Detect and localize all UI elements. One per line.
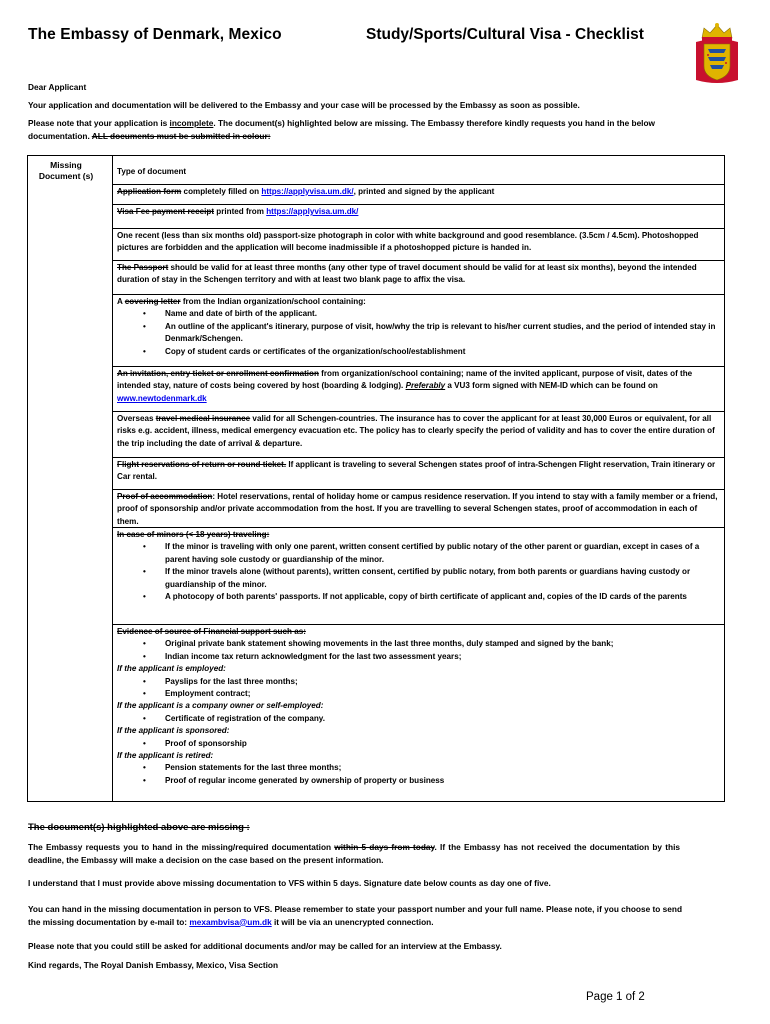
- applyvisa-link-2[interactable]: https://applyvisa.um.dk/: [266, 207, 359, 216]
- closing-paragraph-2: I understand that I must provide above missing documentation to VFS within 5 days. Signature date below counts as day one of five.: [28, 878, 551, 888]
- list-item: • Payslips for the last three months;: [117, 676, 719, 688]
- intro-line-1: Your application and documentation will be delivered to the Embassy and your case will be processed by the Embassy as soon as possible.: [28, 100, 580, 110]
- list-item: • Original private bank statement showing movements in the last three months, duly stamped and signed by the bank;: [117, 638, 719, 650]
- list-item: • Copy of student cards or certificates of the organization/school/establishment: [117, 346, 719, 358]
- intro-line-2: Please note that your application is incomplete. The document(s) highlighted below are missing. The Embassy therefore kindly requests you hand in the below documentation. ALL documents must be submitted in colour:: [28, 118, 656, 141]
- list-item: • Employment contract;: [117, 688, 719, 700]
- row-invitation: An invitation, entry ticket or enrollment confirmation from organization/school containing; name of the invited applicant, purpose of visit, dates of the intended stay, nature of costs being covered by host (boarding & lodging). Preferably a VU3 form signed with NEM-ID which can be found on www.newtodenmark.dk: [113, 366, 724, 411]
- list-item: • A photocopy of both parents' passports. If not applicable, copy of birth certificate of applicant and, copies of the ID cards of the parents: [117, 591, 719, 603]
- newtodenmark-link[interactable]: www.newtodenmark.dk: [117, 393, 207, 403]
- row-visa-fee: Visa Fee payment receipt printed from https://applyvisa.um.dk/: [113, 204, 724, 228]
- list-item: • If the minor travels alone (without parents), written consent, certified by public notary, from both parents or guardians having custody or guardianship of the minor.: [117, 566, 719, 591]
- type-of-document-header: Type of document: [117, 167, 187, 176]
- condition-employed: If the applicant is employed:: [117, 664, 226, 674]
- covering-letter-list: [117, 308, 719, 358]
- row-covering-letter: A covering letter from the Indian organization/school containing: • Name and date of birth of the applicant. • An outline of the applicant's itinerary, purpose of visit, how/why the trip is relevant to his/her current studies, and the period of intended stay in Denmark/Schengen. • Copy of student cards or certificates of the organization/school/establishment: [113, 294, 724, 366]
- row-financial-support: Evidence of source of Financial support such as: • Original private bank statement showing movements in the last three months, duly stamped and signed by the bank; • Indian income tax return acknowledgment for the last two assessment years; If the applicant is employed: • Payslips for the last three months; • Employment contract; If the applicant is a company owner or self-employed: • Certificate of registration of the company. If the applicant is sponsored: • Proof of sponsorship If the applicant is retired: • Pension statements for the last three months; • Proof of regular income generated by ownership of property or business: [113, 624, 724, 803]
- list-item: • Certificate of registration of the company.: [117, 713, 719, 725]
- minors-list: [117, 541, 719, 603]
- list-item: • Proof of sponsorship: [117, 738, 719, 750]
- document-checklist-table: [27, 155, 725, 802]
- row-flight: Flight reservations of return or round ticket. If applicant is traveling to several Schengen states proof of intra-Schengen Flight reservation, Train itinerary or Car rental.: [113, 457, 724, 489]
- missing-documents-title: The document(s) highlighted above are missing :: [28, 822, 250, 833]
- applyvisa-link[interactable]: https://applyvisa.um.dk/: [261, 187, 354, 196]
- financial-list: [117, 638, 719, 663]
- condition-retired: If the applicant is retired:: [117, 751, 214, 761]
- condition-sponsored: If the applicant is sponsored:: [117, 726, 230, 736]
- list-item: • If the minor is traveling with only one parent, written consent certified by public notary of the other parent or guardian, except in cases of a parent having sole custody or guardianship of the minor.: [117, 541, 719, 566]
- closing-paragraph-4: Please note that you could still be asked for additional documents and/or may be called for an interview at the Embassy.: [28, 941, 502, 951]
- condition-company-owner: If the applicant is a company owner or self-employed:: [117, 701, 324, 711]
- missing-document-header: Missing Document (s): [38, 160, 94, 181]
- closing-paragraph-1: The Embassy requests you to hand in the missing/required documentation within 5 days from today. If the Embassy has not received the documentation by this deadline, the Embassy will make a decision on the case based on the present information.: [28, 842, 680, 865]
- salutation: Dear Applicant: [28, 82, 87, 92]
- checklist-title: Study/Sports/Cultural Visa - Checklist: [366, 26, 644, 43]
- closing-signoff: Kind regards, The Royal Danish Embassy, Mexico, Visa Section: [28, 960, 279, 970]
- row-accommodation: Proof of accommodation: Hotel reservations, rental of holiday home or campus residence reservation. If you intend to stay with a family member or a friend, proof of sponsorship and/or private accommodation from the host. If you are travelling to several Schengen states, proof of accommodation in each of them.: [113, 489, 724, 527]
- embassy-email-link[interactable]: mexambvisa@um.dk: [189, 916, 272, 927]
- row-passport: The Passport should be valid for at least three months (any other type of travel document should be valid for at least six months), beyond the intended duration of stay in the Schengen territory and with at least two blank page to affix the visa.: [113, 260, 724, 294]
- danish-coat-of-arms-icon: [694, 22, 740, 86]
- list-item: • Name and date of birth of the applicant.: [117, 308, 719, 320]
- embassy-title: The Embassy of Denmark, Mexico: [28, 26, 282, 43]
- list-item: • Indian income tax return acknowledgment for the last two assessment years;: [117, 651, 719, 663]
- row-photograph: One recent (less than six months old) passport-size photograph in color with white background and good resemblance. (3.5cm / 4.5cm). Photoshopped pictures are forbidden and the application will become inadmissible if a photoshopped picture is handed in.: [113, 228, 724, 260]
- page-number: Page 1 of 2: [586, 991, 645, 1003]
- list-item: • Pension statements for the last three months;: [117, 762, 719, 774]
- row-minors: In case of minors (< 18 years) traveling: • If the minor is traveling with only one parent, written consent certified by public notary of the other parent or guardian, except in cases of a parent having sole custody or guardianship of the minor. • If the minor travels alone (without parents), written consent, certified by public notary, from both parents or guardians having custody or guardianship of the minor. • A photocopy of both parents' passports. If not applicable, copy of birth certificate of applicant and, copies of the ID cards of the parents: [113, 527, 724, 624]
- list-item: • Proof of regular income generated by ownership of property or business: [117, 775, 719, 787]
- row-insurance: Overseas travel medical insurance valid for all Schengen-countries. The insurance has to cover the applicant for at least 30,000 Euros or equivalent, for all risks e.g. accident, illness, medical emergency evacuation etc. The policy has to clearly specify the period of validity and has to cover the entire duration of the trip including the date of arrival & departure.: [113, 411, 724, 457]
- list-item: • An outline of the applicant's itinerary, purpose of visit, how/why the trip is relevant to his/her current studies, and the period of intended stay in Denmark/Schengen.: [117, 321, 719, 346]
- closing-paragraph-3: You can hand in the missing documentation in person to VFS. Please remember to state your passport number and your full name. Please note, if you choose to send the missing documentation by e-mail to: mexambvisa@um.dk it will be via an unencrypted connection.: [28, 904, 683, 927]
- row-application-form: Application form completely filled on https://applyvisa.um.dk/, printed and signed by the applicant: [113, 184, 724, 204]
